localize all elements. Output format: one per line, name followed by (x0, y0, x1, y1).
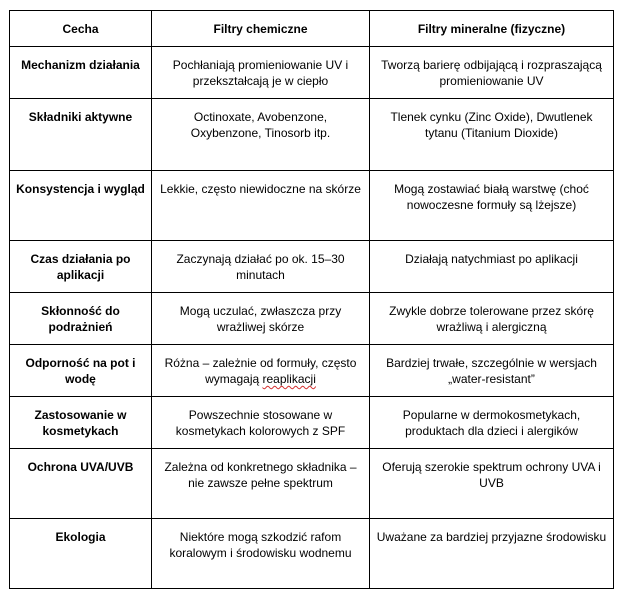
table-row (10, 47, 614, 99)
mineral-cell: Uważane za bardziej przyjazne środowisku (370, 519, 614, 589)
mineral-cell: Tlenek cynku (Zinc Oxide), Dwutlenek tytanu (Titanium Dioxide) (370, 99, 614, 171)
table-row (10, 449, 614, 519)
chemical-cell: Powszechnie stosowane w kosmetykach kolorowych z SPF (152, 397, 370, 449)
chemical-cell: Octinoxate, Avobenzone, Oxybenzone, Tinosorb itp. (152, 99, 370, 171)
table-row (10, 99, 614, 171)
chemical-cell (152, 345, 370, 397)
chemical-cell: Pochłaniają promieniowanie UV i przekształcają je w ciepło (152, 47, 370, 99)
header-chemical-filters: Filtry chemiczne (152, 11, 370, 47)
row-label: Skłonność do podrażnień (10, 293, 152, 345)
chemical-cell: Lekkie, często niewidoczne na skórze (152, 171, 370, 241)
table-row (10, 293, 614, 345)
chemical-cell-text: Różna – zależnie od formuły, często wymagają (164, 356, 357, 386)
header-mineral-filters: Filtry mineralne (fizyczne) (370, 11, 614, 47)
row-label: Mechanizm działania (10, 47, 152, 99)
spellcheck-flagged-word[interactable]: reaplikacji (262, 372, 316, 386)
row-label: Czas działania po aplikacji (10, 241, 152, 293)
mineral-cell: Mogą zostawiać białą warstwę (choć nowoczesne formuły są lżejsze) (370, 171, 614, 241)
chemical-cell: Zaczynają działać po ok. 15–30 minutach (152, 241, 370, 293)
chemical-cell: Mogą uczulać, zwłaszcza przy wrażliwej skórze (152, 293, 370, 345)
mineral-cell: Zwykle dobrze tolerowane przez skórę wrażliwą i alergiczną (370, 293, 614, 345)
table-header-row (10, 11, 614, 47)
row-label: Konsystencja i wygląd (10, 171, 152, 241)
table-row (10, 397, 614, 449)
table-row (10, 171, 614, 241)
comparison-table (9, 10, 614, 589)
row-label: Zastosowanie w kosmetykach (10, 397, 152, 449)
table-row (10, 241, 614, 293)
mineral-cell: Oferują szerokie spektrum ochrony UVA i UVB (370, 449, 614, 519)
mineral-cell: Popularne w dermokosmetykach, produktach dla dzieci i alergików (370, 397, 614, 449)
table-row (10, 519, 614, 589)
row-label: Ochrona UVA/UVB (10, 449, 152, 519)
row-label: Odporność na pot i wodę (10, 345, 152, 397)
table-row (10, 345, 614, 397)
chemical-cell: Niektóre mogą szkodzić rafom koralowym i środowisku wodnemu (152, 519, 370, 589)
header-feature: Cecha (10, 11, 152, 47)
mineral-cell: Tworzą barierę odbijającą i rozpraszającą promieniowanie UV (370, 47, 614, 99)
row-label: Ekologia (10, 519, 152, 589)
chemical-cell: Zależna od konkretnego składnika – nie zawsze pełne spektrum (152, 449, 370, 519)
mineral-cell: Bardziej trwałe, szczególnie w wersjach „water-resistant” (370, 345, 614, 397)
mineral-cell: Działają natychmiast po aplikacji (370, 241, 614, 293)
row-label: Składniki aktywne (10, 99, 152, 171)
